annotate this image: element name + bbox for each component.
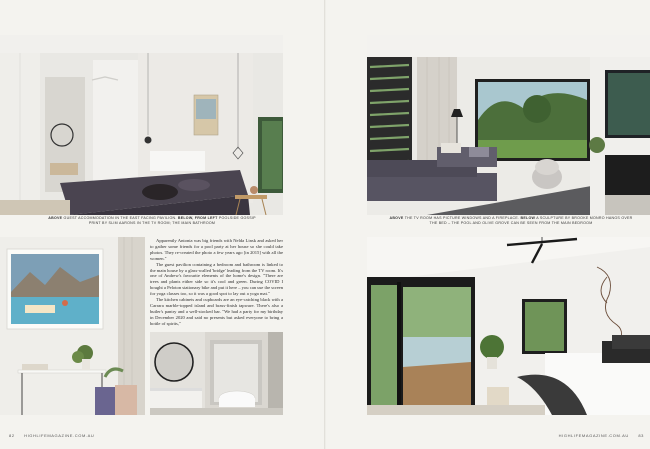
right-page-footer [494, 433, 644, 438]
right-page-number: 83 [638, 433, 644, 438]
caption-text: THE TV ROOM HAS PICTURE WINDOWS AND A FIREPLACE. [404, 216, 520, 220]
left-page-top-caption [47, 216, 257, 226]
caption-text-2: A SCULPTURE BY BROOKE MONRO HANGS OVER THE BED – THE POOL AND OLIVE GROVE CAN BE SEEN FROM THE MAIN BEDROOM [429, 216, 633, 225]
left-page-footer [9, 433, 209, 438]
guest-bedroom-photo [0, 35, 283, 215]
left-page-site: HIGHLIFEMAGAZINE.COM.AU [24, 433, 95, 438]
caption-text-2: POOLSIDE GOSSIP PRINT BY SLIM AARONS IN THE TV ROOM; THE MAIN BATHROOM [88, 216, 256, 225]
main-bathroom-photo [150, 332, 283, 415]
main-bedroom-photo [367, 237, 650, 415]
right-page-site: HIGHLIFEMAGAZINE.COM.AU [558, 433, 629, 438]
left-page-number: 82 [9, 433, 15, 438]
caption-bold-above: ABOVE [48, 216, 63, 220]
caption-bold-above: ABOVE [389, 216, 404, 220]
tv-room-print-photo [0, 237, 145, 415]
article-body [150, 238, 283, 327]
caption-bold-below: BELOW [520, 216, 536, 220]
caption-text: GUEST ACCOMMODATION IN THE EAST FACING PAVILION. [63, 216, 177, 220]
article-paragraph-3: The kitchen cabinets and cupboards are an eye-catching black with a Carrara marble-topped island and brass-finish tapware. There's also a butler's pantry and a well-stocked bar. "We had a party for my birthday in December 2020 and said no presents but asked everyone to bring a bottle of spirits," [150, 297, 283, 326]
caption-bold-below: BELOW, FROM LEFT [177, 216, 218, 220]
article-paragraph-1: Apparently Antonia was big friends with Nelda Linsk and asked her to gather some friends for a pool party at her house so she could take photos. They re-created the photo a few years ago [in 2015] with all the women." [150, 238, 283, 261]
right-page-top-caption [386, 216, 636, 226]
tv-room-photo [367, 35, 650, 215]
right-page [326, 0, 650, 449]
article-paragraph-2: The guest pavilion containing a bedroom and bathroom is linked to the main house by a glass-walled 'bridge' leading from the TV room. It's one of Andrew's favourite elements of the home's design. "There are trees and plants either side so it's cool and green. During COVID I bought a Peloton stationary bike and put it here – you can use the screen for yoga classes too, so it was a good spot to lay out a yoga mat." [150, 261, 283, 297]
